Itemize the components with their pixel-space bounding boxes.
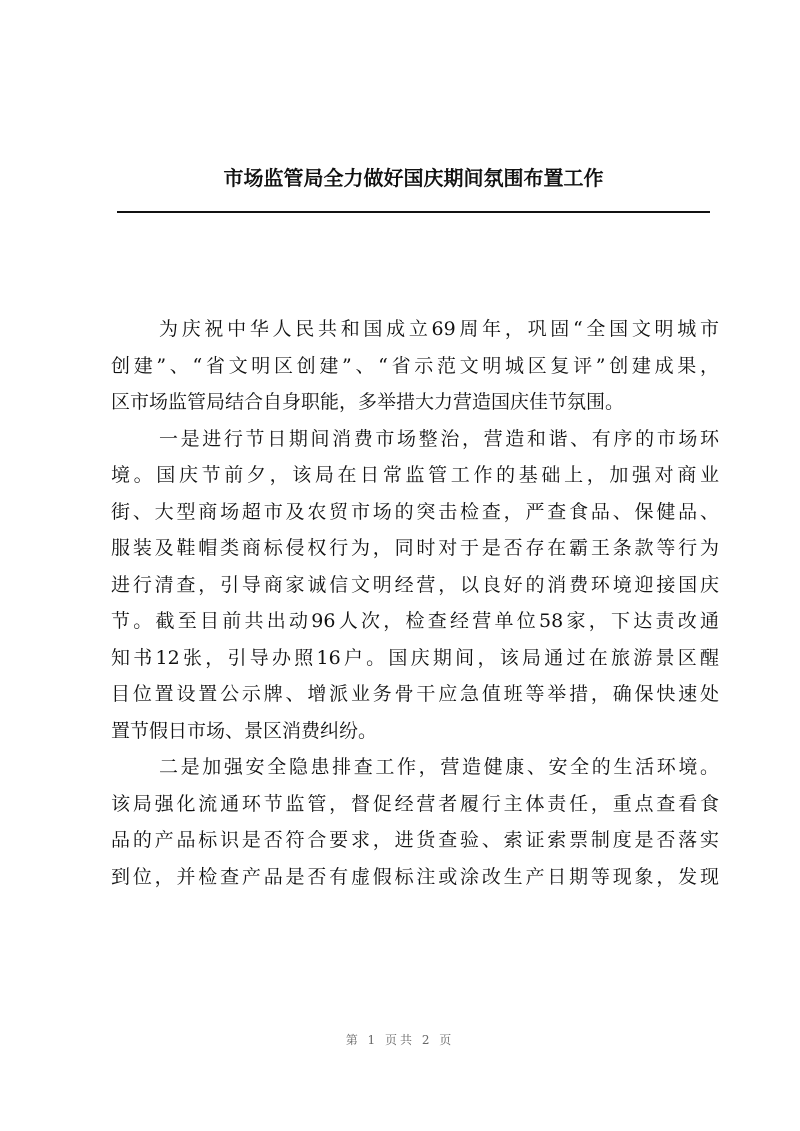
page-number-footer: 第 1 页共 2 页 bbox=[345, 1033, 455, 1047]
paragraph-3 bbox=[111, 749, 719, 895]
text-line: 节。截至目前共出动96人次，检查经营单位58家，下达责改通 bbox=[111, 610, 719, 632]
document-body bbox=[111, 311, 719, 895]
text-line: 置节假日市场、景区消费纠纷。 bbox=[111, 719, 378, 742]
text-line: 服装及鞋帽类商标侵权行为，同时对于是否存在霸王条款等行为 bbox=[111, 537, 719, 559]
text-line: 进行清查，引导商家诚信文明经营，以良好的消费环境迎接国庆 bbox=[111, 573, 719, 596]
text-line: 二是加强安全隐患排查工作，营造健康、安全的生活环境。 bbox=[159, 756, 719, 778]
text-line: 区市场监管局结合自身职能，多举措大力营造国庆佳节氛围。 bbox=[111, 391, 625, 413]
text-line: 目位置设置公示牌、增派业务骨干应急值班等举措，确保快速处 bbox=[111, 683, 719, 705]
text-line: 为庆祝中华人民共和国成立69周年，巩固“全国文明城市 bbox=[159, 318, 719, 340]
title-divider bbox=[117, 211, 710, 213]
text-line: 到位，并检查产品是否有虚假标注或涂改生产日期等现象，发现 bbox=[111, 865, 719, 888]
text-line: 该局强化流通环节监管，督促经营者履行主体责任，重点查看食 bbox=[111, 792, 719, 815]
document-title: 市场监管局全力做好国庆期间氛围布置工作 bbox=[223, 166, 604, 190]
text-line: 知书12张，引导办照16户。国庆期间，该局通过在旅游景区醒 bbox=[111, 646, 719, 669]
paragraph-2 bbox=[111, 421, 719, 750]
text-line: 境。国庆节前夕，该局在日常监管工作的基础上，加强对商业 bbox=[111, 464, 719, 486]
text-line: 一是进行节日期间消费市场整治，营造和谐、有序的市场环 bbox=[159, 427, 719, 450]
text-line: 品的产品标识是否符合要求，进货查验、索证索票制度是否落实 bbox=[111, 829, 719, 851]
text-line: 创建”、“省文明区创建”、“省示范文明城区复评”创建成果， bbox=[111, 354, 719, 377]
text-line: 街、大型商场超市及农贸市场的突击检查，严查食品、保健品、 bbox=[111, 500, 719, 523]
paragraph-1 bbox=[111, 311, 719, 421]
